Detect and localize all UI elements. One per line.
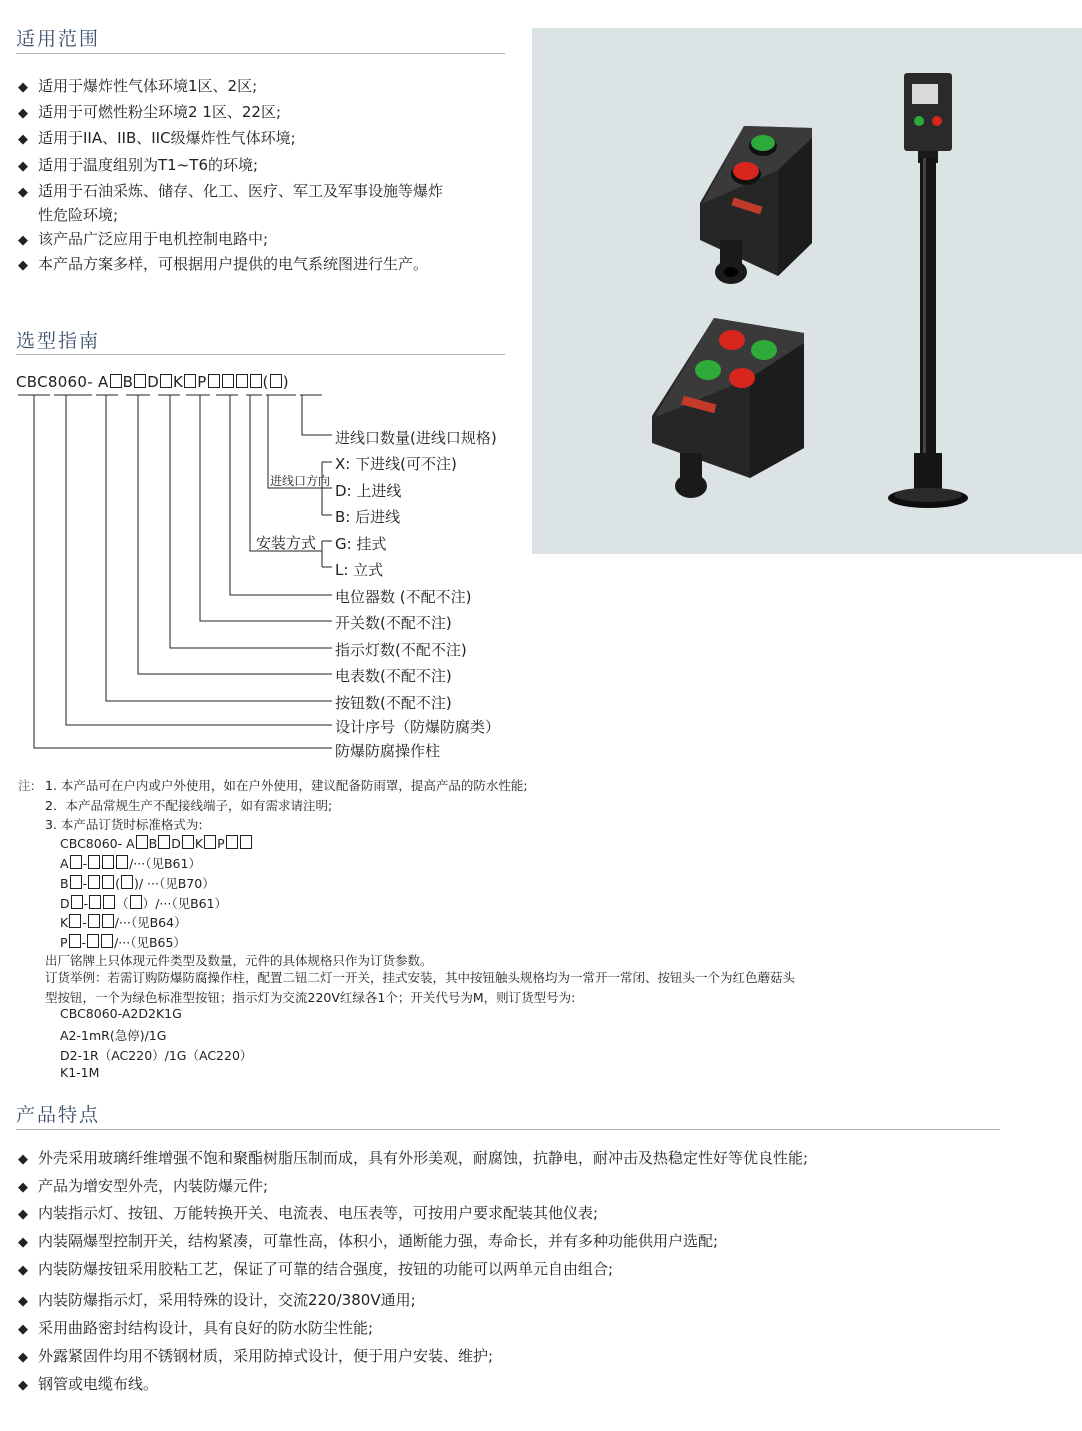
format-d: D - （ ）/···（见B61） <box>60 896 228 911</box>
diamond-bullet-icon: ◆ <box>18 1207 28 1222</box>
feature-item: ◆ 内装防爆指示灯，采用特殊的设计，交流220/380V通用; <box>18 1291 416 1309</box>
feature-item: ◆ 内装防爆按钮采用胶粘工艺，保证了可靠的结合强度，按钮的功能可以两单元自由组合; <box>18 1260 614 1278</box>
scope-item: ◆ 该产品广泛应用于电机控制电路中; <box>18 227 268 253</box>
note-1: 1. 本产品可在户内或户外使用，如在户外使用，建议配备防雨罩，提高产品的防水性能; <box>45 778 528 793</box>
diamond-bullet-icon: ◆ <box>18 258 28 273</box>
feature-item: ◆ 内装指示灯、按钮、万能转换开关、电流表、电压表等，可按用户要求配装其他仪表; <box>18 1204 599 1222</box>
label-inlet-count: 进线口数量(进线口规格) <box>335 429 497 447</box>
diamond-bullet-icon: ◆ <box>18 80 28 95</box>
two-button-box-icon <box>700 126 812 284</box>
diamond-bullet-icon: ◆ <box>18 1350 28 1365</box>
label-g: G: 挂式 <box>335 535 387 553</box>
features-title: 产品特点 <box>16 1104 101 1126</box>
diamond-bullet-icon: ◆ <box>18 1235 28 1250</box>
model-code: CBC8060- A B D K P ( ) <box>16 373 289 391</box>
feature-item: ◆ 内装隔爆型控制开关，结构紧凑，可靠性高，体积小，通断能力强，寿命长，并有多种功能供用户选配; <box>18 1232 719 1250</box>
label-d: D: 上进线 <box>335 482 402 500</box>
scope-item: ◆ 适用于可燃性粉尘环境2 1区、22区; <box>18 100 281 126</box>
format-b: B - ( )/ ···（见B70） <box>60 876 215 891</box>
format-p: P - /···（见B65） <box>60 935 186 950</box>
diamond-bullet-icon: ◆ <box>18 106 28 121</box>
diamond-bullet-icon: ◆ <box>18 159 28 174</box>
diamond-bullet-icon: ◆ <box>18 185 28 200</box>
note-example-1: 订货举例：若需订购防爆防腐操作柱，配置二钮二灯一开关，挂式安装，其中按钮触头规格均为一常开一常闭、按钮头一个为红色蘑菇头 <box>45 970 796 985</box>
label-l: L: 立式 <box>335 561 384 579</box>
feature-item: ◆ 产品为增安型外壳，内装防爆元件; <box>18 1177 269 1195</box>
label-switch: 开关数(不配不注) <box>335 614 452 632</box>
guide-title: 选型指南 <box>16 330 101 352</box>
label-x: X: 下进线(可不注) <box>335 455 457 473</box>
diamond-bullet-icon: ◆ <box>18 132 28 147</box>
scope-item: ◆ 本产品方案多样，可根据用户提供的电气系统图进行生产。 <box>18 252 428 278</box>
label-pot: 电位器数 (不配不注) <box>335 588 472 606</box>
notes-prefix: 注: <box>18 778 35 793</box>
scope-item: ◆ 适用于IIA、IIB、IIC级爆炸性气体环境; <box>18 126 296 152</box>
scope-title: 适用范围 <box>16 28 101 50</box>
example-a: A2-1mR(急停)/1G <box>60 1028 167 1043</box>
example-model: CBC8060-A2D2K1G <box>60 1006 182 1021</box>
diamond-bullet-icon: ◆ <box>18 1180 28 1195</box>
label-lamp: 指示灯数(不配不注) <box>335 641 467 659</box>
feature-item: ◆ 外壳采用玻璃纤维增强不饱和聚酯树脂压制而成，具有外形美观，耐腐蚀，抗静电，耐冲击及热稳定性好等优良性能; <box>18 1149 809 1167</box>
note-3: 3. 本产品订货时标准格式为: <box>45 817 203 832</box>
operation-column-icon <box>888 73 968 508</box>
feature-item: ◆ 钢管或电缆布线。 <box>18 1375 159 1393</box>
example-k: K1-1M <box>60 1065 100 1080</box>
label-product: 防爆防腐操作柱 <box>335 742 441 760</box>
diamond-bullet-icon: ◆ <box>18 1263 28 1278</box>
diamond-bullet-icon: ◆ <box>18 1322 28 1337</box>
diamond-bullet-icon: ◆ <box>18 233 28 248</box>
note-example-2: 型按钮，一个为绿色标准型按钮；指示灯为交流220V红绿各1个；开关代号为M，则订货型号为: <box>45 990 576 1005</box>
format-model: CBC8060- A B D K P <box>60 835 253 851</box>
product-illustration <box>532 28 1082 554</box>
scope-item: ◆ 适用于温度组别为T1~T6的环境; <box>18 153 258 179</box>
note-nameplate: 出厂铭牌上只体现元件类型及数量，元件的具体规格只作为订货参数。 <box>45 953 433 968</box>
guide-leader-lines <box>0 390 340 760</box>
four-button-box-icon <box>652 318 804 498</box>
diamond-bullet-icon: ◆ <box>18 1378 28 1393</box>
features-rule <box>16 1129 1000 1130</box>
note-2: 2．本产品常规生产不配接线端子，如有需求请注明; <box>45 798 333 813</box>
label-meter: 电表数(不配不注) <box>335 667 452 685</box>
label-button: 按钮数(不配不注) <box>335 694 452 712</box>
format-k: K - /···（见B64） <box>60 915 187 930</box>
scope-rule <box>16 53 505 54</box>
product-photo <box>532 28 1082 554</box>
diamond-bullet-icon: ◆ <box>18 1152 28 1167</box>
label-inlet-direction: 进线口方向 <box>270 474 331 488</box>
label-mount: 安装方式 <box>256 534 317 552</box>
scope-item: ◆ 适用于爆炸性气体环境1区、2区; <box>18 74 257 100</box>
feature-item: ◆ 外露紧固件均用不锈钢材质，采用防掉式设计，便于用户安装、维护; <box>18 1347 494 1365</box>
diamond-bullet-icon: ◆ <box>18 1294 28 1309</box>
format-a: A - /···（见B61） <box>60 856 201 871</box>
scope-item-cont: 性危险环境; <box>38 206 119 224</box>
guide-rule <box>16 354 505 355</box>
scope-item: ◆ 适用于石油采炼、储存、化工、医疗、军工及军事设施等爆炸 <box>18 179 443 205</box>
example-d: D2-1R（AC220）/1G（AC220） <box>60 1048 253 1063</box>
feature-item: ◆ 采用曲路密封结构设计，具有良好的防水防尘性能; <box>18 1319 374 1337</box>
label-b: B: 后进线 <box>335 508 401 526</box>
label-design: 设计序号（防爆防腐类） <box>335 718 501 736</box>
